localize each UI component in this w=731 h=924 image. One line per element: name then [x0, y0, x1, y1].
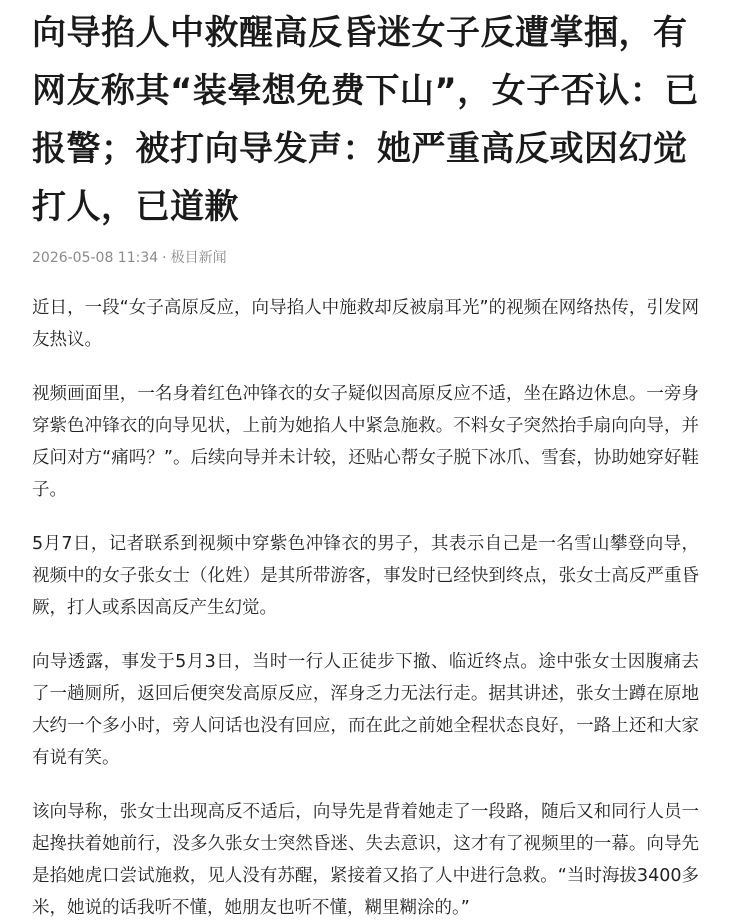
publish-datetime: 2026-05-08 11:34	[32, 250, 159, 266]
article-meta	[32, 248, 699, 268]
source-name: 极目新闻	[170, 250, 227, 266]
meta-separator: ·	[162, 250, 167, 266]
article-title: 向导掐人中救醒高反昏迷女子反遭掌掴，有网友称其“装晕想免费下山”，女子否认：已报警；被打向导发声：她严重高反或因幻觉打人，已道歉	[32, 13, 699, 227]
paragraph-1: 近日，一段“女子高原反应，向导掐人中施救却反被扇耳光”的视频在网络热传，引发网友热议。	[32, 298, 699, 350]
paragraph-3: 5月7日，记者联系到视频中穿紫色冲锋衣的男子，其表示自己是一名雪山攀登向导，视频中的女子张女士（化姓）是其所带游客，事发时已经快到终点，张女士高反严重昏厥，打人或系因高反产生幻觉。	[32, 534, 699, 618]
paragraph-2: 视频画面里，一名身着红色冲锋衣的女子疑似因高原反应不适，坐在路边休息。一旁身穿紫色冲锋衣的向导见状，上前为她掐人中紧急施救。不料女子突然抬手扇向向导，并反问对方“痛吗？”。后续向导并未计较，还贴心帮女子脱下冰爪、雪套，协助她穿好鞋子。	[32, 384, 699, 500]
paragraph-5: 该向导称，张女士出现高反不适后，向导先是背着她走了一段路，随后又和同行人员一起搀扶着她前行，没多久张女士突然昏迷、失去意识，这才有了视频里的一幕。向导先是掐她虎口尝试施救，见人没有苏醒，紧接着又掐了人中进行急救。“当时海拔3400多米，她说的话我听不懂，她朋友也听不懂，糊里糊涂的。”	[32, 802, 699, 918]
article-body	[32, 292, 699, 924]
paragraph-4: 向导透露，事发于5月3日，当时一行人正徒步下撤、临近终点。途中张女士因腹痛去了一趟厕所，返回后便突发高原反应，浑身乏力无法行走。据其讲述，张女士蹲在原地大约一个多小时，旁人问话也没有回应，而在此之前她全程状态良好，一路上还和大家有说有笑。	[32, 652, 699, 768]
